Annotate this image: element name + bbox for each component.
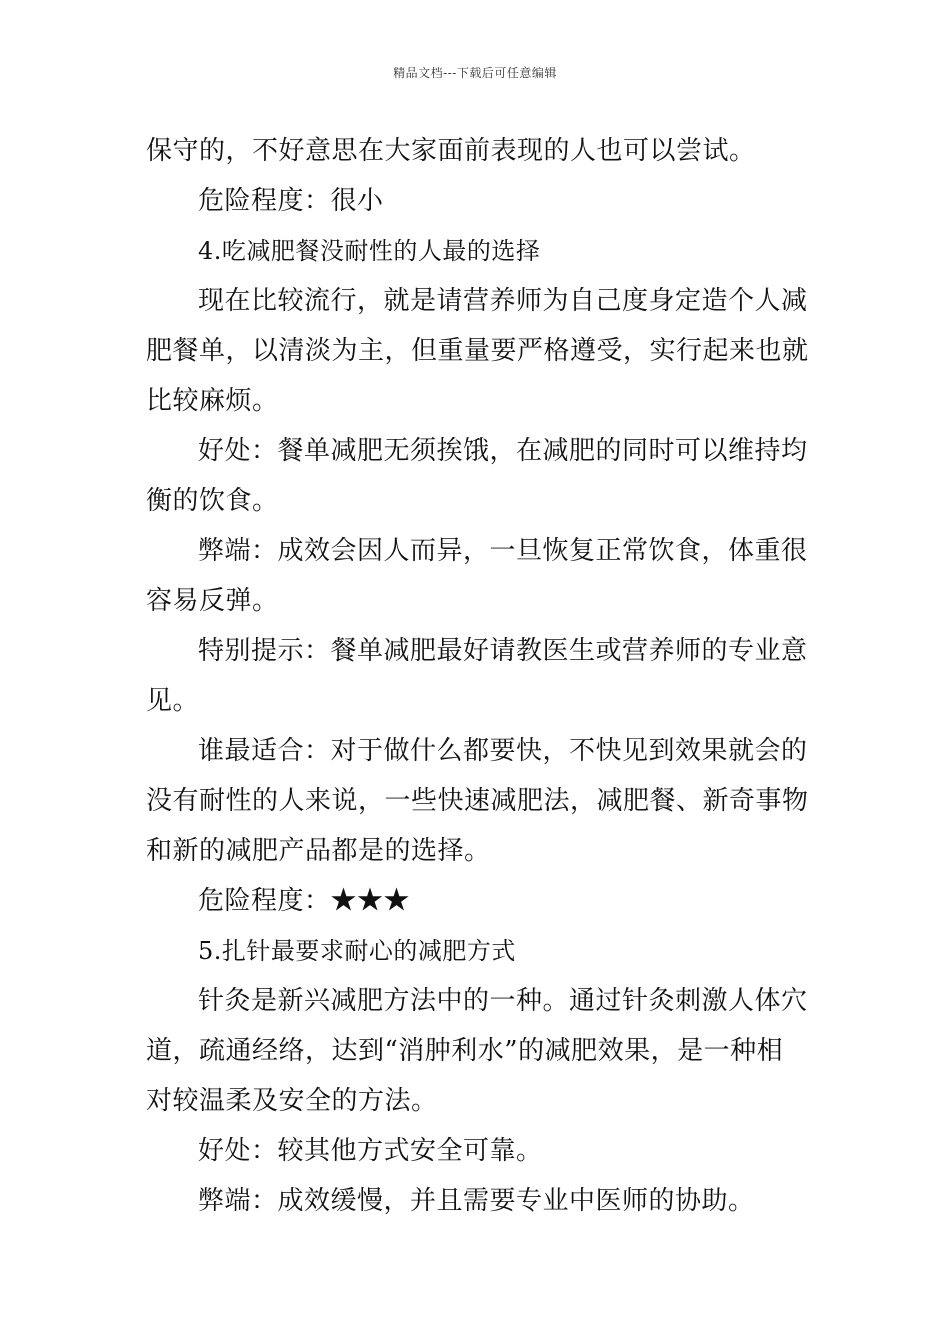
paragraph-line: 肥餐单，以清淡为主，但重量要严格遵受，实行起来也就 bbox=[146, 336, 809, 366]
paragraph-line: 现在比较流行，就是请营养师为自己度身定造个人减 bbox=[198, 286, 808, 316]
paragraph-line: 保守的，不好意思在大家面前表现的人也可以尝试。 bbox=[146, 136, 756, 166]
section-heading: 5.扎针最要求耐心的减肥方式 bbox=[198, 937, 516, 965]
paragraph-line: 针灸是新兴减肥方法中的一种。通过针灸刺激人体穴 bbox=[198, 986, 808, 1016]
paragraph-line: 好处：餐单减肥无须挨饿，在减肥的同时可以维持均 bbox=[198, 436, 808, 466]
paragraph-line: 见。 bbox=[146, 686, 200, 716]
paragraph-line: 危险程度：很小 bbox=[198, 186, 384, 216]
document-body bbox=[146, 126, 808, 1226]
paragraph-line: 弊端：成效缓慢，并且需要专业中医师的协助。 bbox=[198, 1186, 755, 1216]
paragraph-line: 比较麻烦。 bbox=[146, 386, 279, 416]
page-header-watermark: 精品文档---下载后可任意编辑 bbox=[393, 66, 557, 80]
paragraph-line: 特别提示：餐单减肥最好请教医生或营养师的专业意 bbox=[198, 636, 808, 666]
paragraph-line: 谁最适合：对于做什么都要快，不快见到效果就会的 bbox=[198, 736, 808, 766]
section-heading: 4.吃减肥餐没耐性的人最的选择 bbox=[198, 237, 541, 265]
paragraph-line: 道，疏通经络，达到“消肿利水”的减肥效果，是一种相 bbox=[146, 1036, 784, 1066]
paragraph-line: 好处：较其他方式安全可靠。 bbox=[198, 1136, 543, 1166]
risk-rating-line: 危险程度：★★★ bbox=[198, 886, 411, 916]
paragraph-line: 弊端：成效会因人而异，一旦恢复正常饮食，体重很 bbox=[198, 536, 808, 566]
paragraph-line: 容易反弹。 bbox=[146, 586, 279, 616]
paragraph-line: 没有耐性的人来说，一些快速减肥法，减肥餐、新奇事物 bbox=[146, 786, 809, 816]
paragraph-line: 衡的饮食。 bbox=[146, 486, 279, 516]
paragraph-line: 和新的减肥产品都是的选择。 bbox=[146, 836, 491, 866]
paragraph-line: 对较温柔及安全的方法。 bbox=[146, 1086, 438, 1116]
